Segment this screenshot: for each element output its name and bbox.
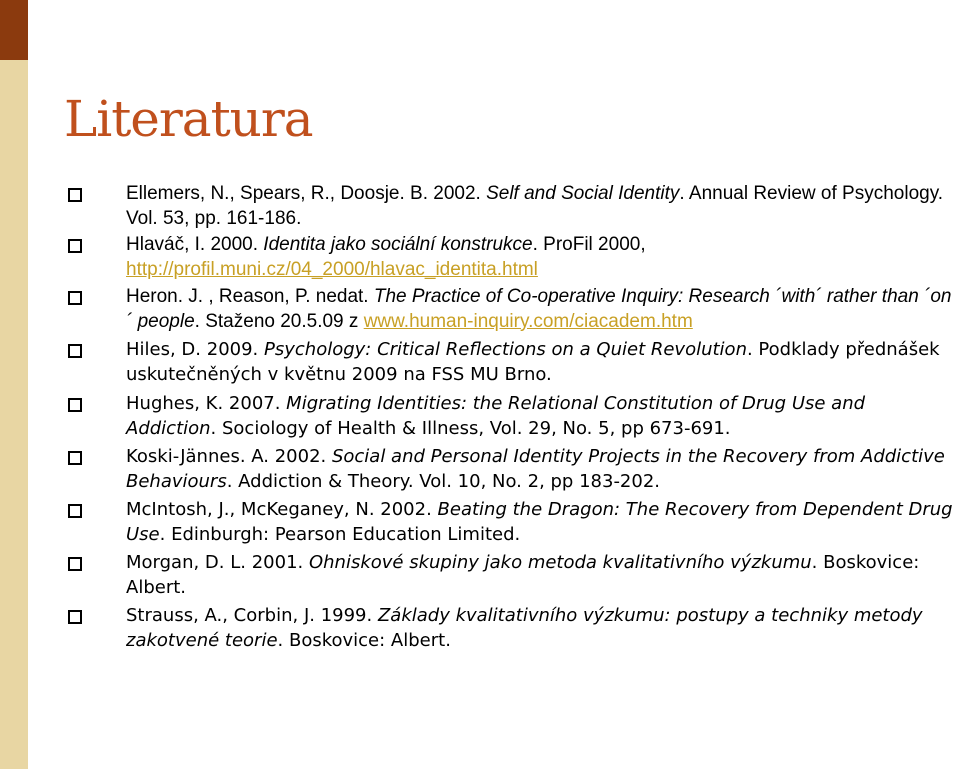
reference-details: . Staženo 20.5.09 z bbox=[194, 310, 364, 332]
side-bar-accent bbox=[0, 0, 28, 60]
square-bullet-icon bbox=[68, 291, 82, 305]
reference-item bbox=[64, 285, 954, 334]
square-bullet-icon bbox=[68, 557, 82, 571]
side-bar bbox=[0, 0, 28, 769]
square-bullet-icon bbox=[68, 239, 82, 253]
square-bullet-icon bbox=[68, 451, 82, 465]
reference-authors: Hiles, D. 2009. bbox=[126, 339, 264, 360]
reference-authors: Koski-Jännes. A. 2002. bbox=[126, 446, 332, 467]
reference-authors: McIntosh, J., McKeganey, N. 2002. bbox=[126, 499, 438, 520]
reference-title: Self and Social Identity bbox=[486, 183, 680, 204]
reference-item bbox=[64, 551, 954, 600]
reference-title: Základy kvalitativního výzkumu: postupy a techniky metody zakotvené teorie bbox=[126, 605, 923, 651]
square-bullet-icon bbox=[68, 610, 82, 624]
reference-list bbox=[64, 182, 954, 653]
reference-item bbox=[64, 498, 954, 547]
reference-item bbox=[64, 338, 954, 387]
reference-title: Psychology: Critical Reflections on a Quiet Revolution bbox=[264, 339, 747, 360]
square-bullet-icon bbox=[68, 398, 82, 412]
reference-authors: Hughes, K. 2007. bbox=[126, 393, 287, 414]
reference-link[interactable]: www.human-inquiry.com/ciacadem.htm bbox=[363, 310, 693, 332]
reference-details: . Edinburgh: Pearson Education Limited. bbox=[159, 523, 521, 545]
square-bullet-icon bbox=[68, 344, 82, 358]
reference-authors: Heron. J. , Reason, P. nedat. bbox=[126, 286, 374, 307]
square-bullet-icon bbox=[68, 188, 82, 202]
reference-authors: Morgan, D. L. 2001. bbox=[126, 552, 309, 573]
reference-title: Identita jako sociální konstrukce bbox=[263, 234, 533, 255]
reference-details: . Podklady přednášek uskutečněných v květnu 2009 na FSS MU Brno. bbox=[126, 339, 940, 385]
reference-title: Beating the Dragon: The Recovery from Dependent Drug Use bbox=[126, 499, 953, 545]
reference-details: . Sociology of Health & Illness, Vol. 29, No. 5, pp 673-691. bbox=[210, 417, 731, 439]
reference-details: . ProFil 2000, bbox=[532, 234, 646, 255]
reference-details: . Boskovice: Albert. bbox=[277, 629, 451, 651]
slide-title: Literatura bbox=[64, 90, 313, 148]
reference-details: . Addiction & Theory. Vol. 10, No. 2, pp 183-202. bbox=[226, 470, 661, 492]
square-bullet-icon bbox=[68, 504, 82, 518]
reference-title: The Practice of Co-operative Inquiry: Research ´with´ rather than ´on´ people bbox=[126, 286, 952, 332]
reference-item bbox=[64, 392, 954, 441]
reference-item bbox=[64, 604, 954, 653]
reference-authors: Hlaváč, I. 2000. bbox=[126, 234, 264, 255]
reference-details: . Boskovice: Albert. bbox=[126, 552, 920, 598]
reference-details: . Annual Review of Psychology. Vol. 53, pp. 161-186. bbox=[126, 183, 944, 229]
reference-authors: Ellemers, N., Spears, R., Doosje. B. 2002. bbox=[126, 183, 487, 204]
reference-title: Ohniskové skupiny jako metoda kvalitativního výzkumu bbox=[308, 552, 812, 573]
reference-title: Social and Personal Identity Projects in the Recovery from Addictive Behaviours bbox=[126, 446, 945, 492]
reference-item bbox=[64, 445, 954, 494]
reference-title: Migrating Identities: the Relational Constitution of Drug Use and Addiction bbox=[126, 393, 866, 439]
reference-authors: Strauss, A., Corbin, J. 1999. bbox=[126, 605, 378, 626]
reference-item bbox=[64, 182, 954, 231]
reference-link[interactable]: http://profil.muni.cz/04_2000/hlavac_identita.html bbox=[126, 258, 538, 280]
reference-item bbox=[64, 233, 954, 282]
